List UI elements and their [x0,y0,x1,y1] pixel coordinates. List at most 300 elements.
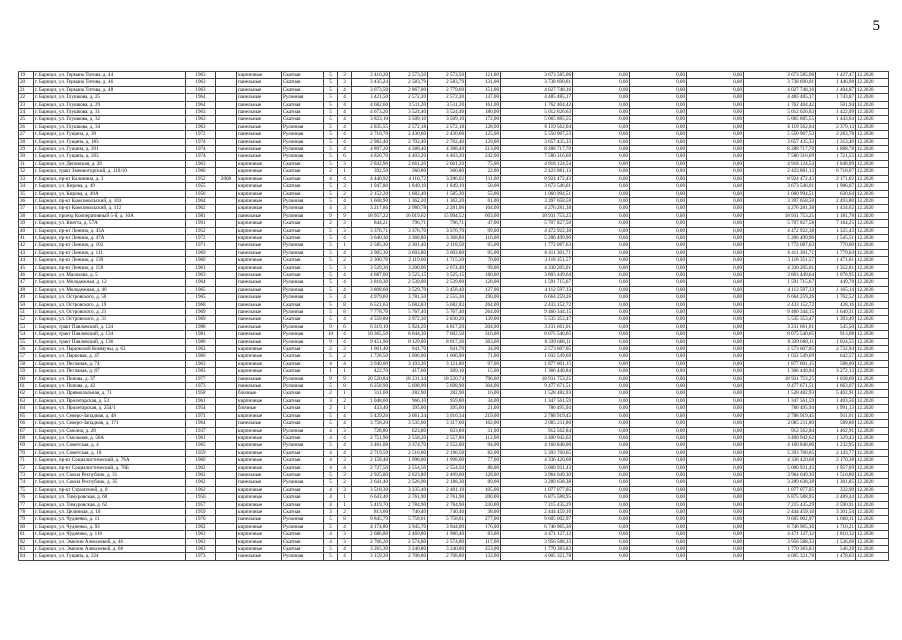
table-cell: 3 535,00 [390,420,428,427]
table-cell: 546,28 [816,546,856,553]
table-cell: 18 931 753,25 [744,375,816,382]
table-cell: 0,00 [573,486,630,493]
table-row [19,175,889,182]
table-cell: г. Барнаул, ул. Чудненко, д. 93 [34,523,186,530]
table-cell: 3 673 546,01 [501,183,573,190]
table-cell: 0,00 [573,101,630,108]
table-cell: 0,00 [630,360,687,367]
table-cell: 392,50 [352,168,390,175]
table-cell: 3 231 661,01 [501,323,573,330]
table-cell: Скатная [282,168,324,175]
table-cell: 1 545,51 [816,234,856,241]
table-cell: 39 [19,220,34,227]
table-cell: 27 [19,131,34,138]
table-cell: 0,00 [687,301,744,308]
table-cell: 2 674,40 [428,264,466,271]
table-cell: 4 472 922,38 [744,227,816,234]
table-cell: 2 [324,390,338,397]
table-cell: 36 [19,197,34,204]
table-cell: 1 591 715,67 [744,279,816,286]
table-cell [216,434,237,441]
table-row [19,338,889,345]
table-cell: г. Барнаул, пр-кт Ленина, д. 111 [34,249,186,256]
table-cell: 0,00 [573,405,630,412]
table-cell: г. Барнаул, ул. Смольная, д. 50А [34,434,186,441]
table-cell: г. Барнаул, ул. Пролетарская, д. 53 [34,397,186,404]
table-cell: 3 940,00 [352,360,390,367]
table-cell: 0,00 [630,479,687,486]
table-cell [216,79,237,86]
table-cell: 1974 [186,146,216,153]
table-cell: 23 [19,101,34,108]
table-cell: 2 300,76 [352,257,390,264]
table-cell: г. Барнаул, ул. Кирова, д. 49А [34,190,186,197]
table-cell: кирпичные [237,501,282,508]
table-cell: 2 [338,190,352,197]
table-cell: Рулонная [282,479,324,486]
table-cell: 6 664 259,26 [501,294,573,301]
table-cell: 2 430,60 [390,131,428,138]
table-cell: 12.2020 [856,353,889,360]
table-cell: 5 [324,309,338,316]
table-cell [216,123,237,130]
table-cell: кирпичные [237,360,282,367]
table-cell: 844,21 [352,220,390,227]
table-cell: 2 788 919,45 [744,412,816,419]
table-cell: панельные [237,553,282,560]
table-cell [216,457,237,464]
table-cell: 1937 [186,427,216,434]
table-cell: 12.2020 [856,471,889,478]
table-cell: блочные [237,405,282,412]
table-cell: 5 [324,479,338,486]
table-cell: 82,00 [466,449,501,456]
table-cell: 0,00 [573,501,630,508]
table-cell: 0,00 [687,546,744,553]
table-cell: г. Барнаул, ул. Германа Титова, д. 46 [34,79,186,86]
table-cell: 2 423 881,13 [501,168,573,175]
table-cell: 2 493,80 [816,197,856,204]
table-cell: 0,00 [573,338,630,345]
table-cell: г. Барнаул, ул. Гущина, д. 224 [34,553,186,560]
table-cell: 12.2020 [856,294,889,301]
table-cell: 309,10 [428,368,466,375]
table-cell: 51 [19,309,34,316]
table-cell: Скатная [282,405,324,412]
table-cell: 966,10 [390,397,428,404]
table-cell: 0,00 [687,94,744,101]
table-cell: 253,00 [466,546,501,553]
table-cell: 1 048,60 [352,397,390,404]
table-cell: 12.2020 [856,316,889,323]
table-cell: 12.2020 [856,301,889,308]
table-cell: 2 590,91 [816,501,856,508]
table-cell: 1963 [186,79,216,86]
table-cell: 1 434,62 [816,205,856,212]
table-cell: 1952 [186,227,216,234]
table-cell: 0,00 [687,123,744,130]
table-cell: Скатная [282,538,324,545]
table-cell: 0,00 [573,72,630,79]
table-cell [216,183,237,190]
table-cell: 0,00 [630,146,687,153]
table-cell: 4 027 748,16 [744,86,816,93]
table-cell: 5 707 827,58 [501,220,573,227]
table-cell: 3 421,50 [352,94,390,101]
table-cell: 1 325,43 [816,227,856,234]
table-cell: 1 077 077,05 [744,486,816,493]
table-cell: 0,00 [630,375,687,382]
table-cell: 5 [324,471,338,478]
table-cell: 12.2020 [856,242,889,249]
table-cell: 5 [324,442,338,449]
table-cell: 912 562,84 [744,427,816,434]
table-cell: 2 118,50 [428,242,466,249]
table-cell: 1964 [186,94,216,101]
table-cell: 1963 [186,360,216,367]
table-cell: 7 215 435,29 [744,501,816,508]
table-cell: 0,00 [573,353,630,360]
table-cell: 3 397 658,58 [501,197,573,204]
table-cell: 2008 [216,175,237,182]
table-row [19,227,889,234]
table-cell: 5 [324,316,338,323]
table-cell: 3 944,00 [428,523,466,530]
table-cell: 12.2020 [856,101,889,108]
table-cell: 3 289 638,38 [744,479,816,486]
table-row [19,471,889,478]
table-cell: 2 788 919,45 [501,412,573,419]
table-row [19,109,889,116]
table-cell: кирпичные [237,160,282,167]
table-cell: 28 [19,138,34,145]
table-cell: 0,00 [630,442,687,449]
table-cell: 0,00 [687,227,744,234]
table-cell: 0,00 [630,294,687,301]
table-cell: 5 698,90 [428,383,466,390]
table-cell: 911,01 [816,412,856,419]
table-cell [216,501,237,508]
table-cell: 2 835,55 [352,123,390,130]
table-cell: 0,00 [573,412,630,419]
table-cell: 3 286,92 [428,175,466,182]
table-cell: 0,00 [630,397,687,404]
table-cell: 1969 [186,316,216,323]
table-cell: 12.2020 [856,79,889,86]
table-cell: Рулонная [282,153,324,160]
table-cell: Скатная [282,271,324,278]
table-cell: 3 738 690,01 [744,79,816,86]
table-cell: Скатная [282,316,324,323]
table-row [19,323,889,330]
table-cell: 5 [324,420,338,427]
table-cell: 422,70 [352,368,390,375]
table-cell: 3 401,08 [352,442,390,449]
table-cell: 3 [338,486,352,493]
table-cell: 7 778,70 [352,309,390,316]
table-cell: 1973 [186,383,216,390]
table-cell: 0,00 [687,168,744,175]
table-cell: 0,00 [630,190,687,197]
table-cell: 18 931 753,25 [501,375,573,382]
table-cell: 0,00 [687,464,744,471]
table-cell: г. Барнаул, ул. Привокзальная, д. 71 [34,390,186,397]
table-cell: 5 [324,242,338,249]
table-cell: 0,00 [573,205,630,212]
table-cell: 304,00 [466,383,501,390]
table-cell: 1961 [186,434,216,441]
table-cell: 1 366 440,84 [501,368,573,375]
table-cell: 959,80 [428,397,466,404]
table-cell: г. Барнаул, ул. Малахова, д. 5 [34,271,186,278]
table-cell: 5 [324,279,338,286]
table-cell: 0,00 [630,72,687,79]
table-cell: 1 848,09 [816,160,856,167]
table-cell: 2 830,20 [428,316,466,323]
table-cell: 2 982,40 [352,138,390,145]
table-cell: 0,00 [687,331,744,338]
table-cell: 2 516,00 [390,449,428,456]
table-cell: 941,70 [428,346,466,353]
table-cell: Скатная [282,449,324,456]
table-cell: 0,00 [630,523,687,530]
table-cell: 588,00 [816,360,856,367]
table-cell: 1 663,07 [816,383,856,390]
table-cell: панельные [237,138,282,145]
table-cell: 3 [338,72,352,79]
table-cell: 1 443,64 [816,116,856,123]
table-cell [216,316,237,323]
table-cell: г. Барнаул, ул. Тимуровская, д. 60 [34,494,186,501]
table-cell: 3 118 351,57 [744,257,816,264]
table-cell: 5 [324,516,338,523]
table-cell: 1965 [186,286,216,293]
table-cell: 2 572,20 [428,94,466,101]
table-cell [216,442,237,449]
table-cell: 3 [338,205,352,212]
table-cell: 43 [19,249,34,256]
table-cell: 623,80 [428,427,466,434]
table-cell: 34,00 [466,346,501,353]
table-cell: 4 [338,116,352,123]
table-cell [216,546,237,553]
table-cell: 0,00 [630,323,687,330]
table-cell: 0,00 [573,286,630,293]
table-cell: 1959 [186,508,216,515]
table-cell: 2 489,44 [816,494,856,501]
table-cell: 0,00 [630,538,687,545]
table-cell: 128,00 [466,123,501,130]
table-cell: 0,00 [573,420,630,427]
table-cell: 0,00 [630,464,687,471]
table-cell: 5 758,01 [428,516,466,523]
table-cell: 2 867,00 [390,86,428,93]
table-cell: 0,00 [573,516,630,523]
table-cell: 0,00 [687,309,744,316]
table-cell: 9 477 671,51 [744,383,816,390]
table-cell: 12.2020 [856,257,889,264]
table-cell: 0,00 [630,242,687,249]
table-cell: 4 [338,449,352,456]
table-cell: 0,00 [573,323,630,330]
table-cell: 0,00 [687,109,744,116]
table-cell: 0,00 [687,197,744,204]
table-cell: 88,00 [466,464,501,471]
table-cell: 0,00 [573,116,630,123]
table-cell: 3 964 049,30 [501,471,573,478]
table-cell: 2 661,20 [428,160,466,167]
table-cell: панельные [237,101,282,108]
table-cell: 2 554,50 [390,464,428,471]
table-cell: 0,00 [573,479,630,486]
table-cell: 12.2020 [856,449,889,456]
table-cell: 2 196,50 [428,449,466,456]
table-cell: 0,00 [687,257,744,264]
table-cell: 12.2020 [856,375,889,382]
table-cell: 1 682,40 [390,190,428,197]
table-cell: 4 [338,286,352,293]
table-cell: 3 [324,508,338,515]
table-cell: кирпичные [237,368,282,375]
table-cell: 5 [324,138,338,145]
table-cell [216,286,237,293]
table-cell [216,146,237,153]
table-cell: 1 810,32 [816,531,856,538]
table-cell: 3 [338,538,352,545]
table-cell: 3 [338,220,352,227]
table-cell: 4 [338,197,352,204]
table-cell: 3 518,30 [352,486,390,493]
table-cell: 0,00 [687,412,744,419]
table-cell: 12.2020 [856,249,889,256]
table-cell: 12.2020 [856,116,889,123]
table-cell: 1 728,50 [352,353,390,360]
table-cell: 4 336 420,68 [501,457,573,464]
table-cell: 81 [19,531,34,538]
table-cell: 4 [338,316,352,323]
table-cell: кирпичные [237,486,282,493]
table-cell: 0,00 [573,538,630,545]
table-cell: 5 [324,116,338,123]
table-cell: 3 435,24 [352,79,390,86]
table-cell [216,508,237,515]
table-cell: 0,00 [573,271,630,278]
table-cell: 2 708,80 [428,553,466,560]
table-cell: 1981 [186,331,216,338]
table-cell: 12.2020 [856,486,889,493]
table-cell: 0,00 [687,86,744,93]
table-cell: 60 [19,375,34,382]
table-cell: г. Барнаул, ул. Кнегта, д. 57А [34,220,186,227]
table-cell: 49 [19,294,34,301]
table-cell: 0,00 [573,197,630,204]
table-cell: 3 458,40 [428,286,466,293]
table-cell: 4 [338,123,352,130]
table-cell: 9 605 002,97 [501,516,573,523]
table-cell: 0,00 [687,553,744,560]
table-cell: кирпичные [237,353,282,360]
table-cell: 0,00 [630,508,687,515]
table-cell: 1 528 482,93 [744,390,816,397]
table-cell: Скатная [282,531,324,538]
table-cell: 5 206 499,96 [744,234,816,241]
table-cell: 0,00 [687,190,744,197]
table-cell: 1 640,31 [816,309,856,316]
table-cell: 2 539,00 [428,279,466,286]
table-cell: 501,94 [816,101,856,108]
table-cell: 1962 [186,346,216,353]
table-cell: 5 [324,146,338,153]
table-cell: 12.2020 [856,420,889,427]
table-cell: 1988 [186,323,216,330]
table-cell: 4 [338,553,352,560]
table-cell: 0,00 [687,279,744,286]
table-cell: Скатная [282,508,324,515]
table-cell: 4 [324,501,338,508]
table-cell: 1958 [186,390,216,397]
table-cell: 12.2020 [856,464,889,471]
table-cell: 8 339 668,11 [501,338,573,345]
table-cell: 4 027 748,16 [501,86,573,93]
table-cell: 8 129,80 [390,338,428,345]
table-cell: 9 [324,375,338,382]
table-cell: 172,00 [466,116,501,123]
table-cell: 0,00 [687,346,744,353]
table-cell: 2 [338,397,352,404]
table-body [19,72,889,561]
table-cell: 1 606,90 [390,353,428,360]
table-cell: 21 [19,86,34,93]
table-cell [216,397,237,404]
table-cell: 0,00 [630,286,687,293]
table-cell: г. Барнаул, пр-кт Социалистический, д. 76Б [34,464,186,471]
table-cell: 12.2020 [856,227,889,234]
table-cell: 75,00 [466,160,501,167]
table-cell: 5 924,20 [390,323,428,330]
table-cell: г. Барнаул, пр-кт Комсомольский, д. 103 [34,197,186,204]
table-cell: 151,00 [466,86,501,93]
table-cell: 1956 [186,494,216,501]
table-cell [216,486,237,493]
table-cell: 1 181,78 [816,212,856,219]
table-cell: 3 376,70 [428,227,466,234]
table-cell: 0,00 [573,531,630,538]
table-cell: 2 539,00 [390,279,428,286]
table-cell: 2 558,20 [390,434,428,441]
table-cell: 12.2020 [856,531,889,538]
table-cell: 9 477 671,51 [501,383,573,390]
table-cell: 10 365,50 [352,331,390,338]
table-cell: 0,00 [687,234,744,241]
table-cell: 0,00 [687,516,744,523]
table-cell [216,538,237,545]
table-cell: 10 [324,331,338,338]
table-cell: Скатная [282,546,324,553]
housing-register-table [18,71,889,561]
table-cell: 4 [338,279,352,286]
table-cell: 5 [324,131,338,138]
table-cell: 18 957,22 [352,212,390,219]
table-cell: кирпичные [237,227,282,234]
table-cell: 0,00 [630,168,687,175]
table-cell: 2 719,50 [352,449,390,456]
table-cell: 1 998,00 [428,457,466,464]
table-cell: панельные [237,338,282,345]
table-cell: 5 [324,301,338,308]
table-cell: 1968 [186,301,216,308]
table-cell: Рулонная [282,286,324,293]
table-cell: 417,60 [390,368,428,375]
